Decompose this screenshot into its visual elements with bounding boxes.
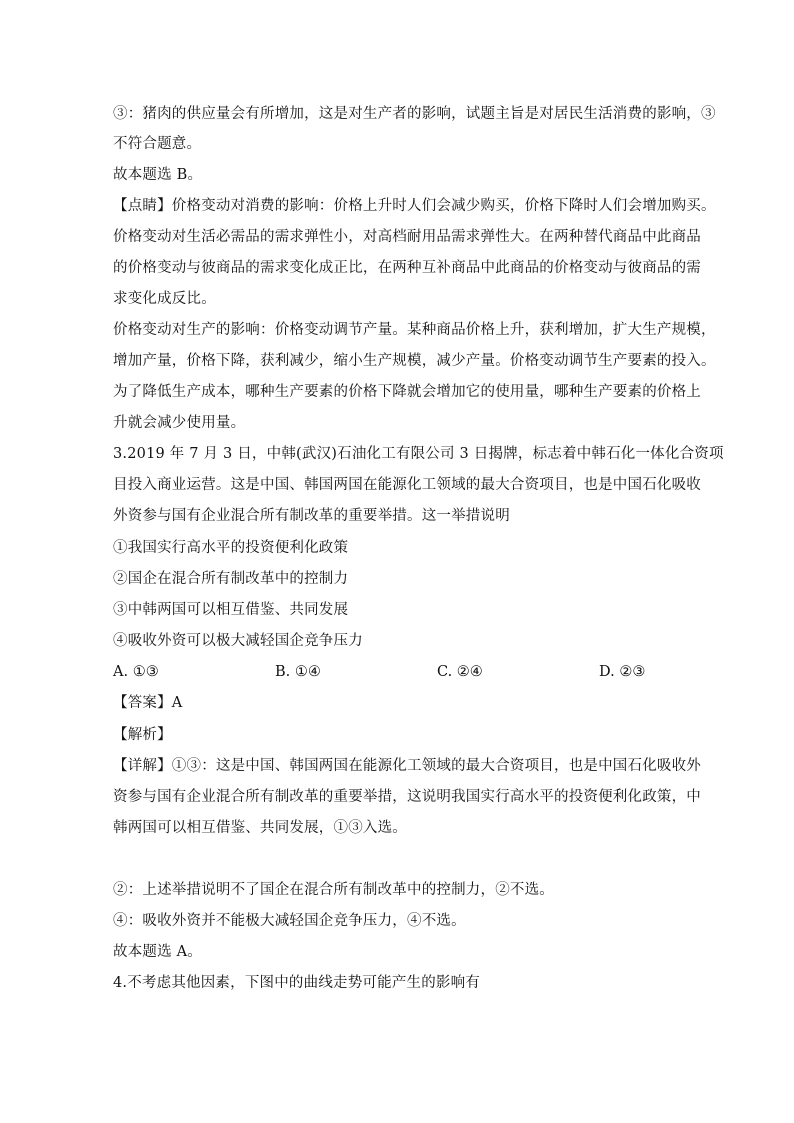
text-line: 韩两国可以相互借鉴、共同发展，①③入选。 bbox=[113, 820, 407, 836]
text-line: 价格变动对生活必需品的需求弹性小，对高档耐用品需求弹性大。在两种替代商品中此商品 bbox=[113, 229, 701, 245]
text-line: ③：猪肉的供应量会有所增加，这是对生产者的影响，试题主旨是对居民生活消费的影响，③ bbox=[113, 106, 716, 122]
option-d: D. ②③ bbox=[599, 664, 646, 680]
option-b: B. ①④ bbox=[275, 664, 321, 680]
text-line: 故本题选 A。 bbox=[113, 944, 202, 960]
detail-line: 【详解】①③：这是中国、韩国两国在能源化工领域的最大合资项目，也是中国石化吸收外 bbox=[113, 758, 701, 774]
text-line: 的价格变动与彼商品的需求变化成正比，在两种互补商品中此商品的价格变动与彼商品的需 bbox=[113, 260, 701, 276]
statement-1: ①我国实行高水平的投资便利化政策 bbox=[113, 540, 349, 556]
text-line: ②：上述举措说明不了国企在混合所有制改革中的控制力，②不选。 bbox=[113, 882, 554, 898]
text-line: 资参与国有企业混合所有制改革的重要举措，这说明我国实行高水平的投资便利化政策，中 bbox=[113, 789, 701, 805]
answer-line: 【答案】A bbox=[113, 695, 183, 711]
text-line: 不符合题意。 bbox=[113, 136, 202, 152]
text-line: 升就会减少使用量。 bbox=[113, 415, 246, 431]
text-line: ④：吸收外资并不能极大减轻国企竞争压力，④不选。 bbox=[113, 913, 466, 929]
text-line: 外资参与国有企业混合所有制改革的重要举措。这一举措说明 bbox=[113, 508, 510, 524]
analysis-heading: 【解析】 bbox=[113, 727, 172, 743]
text-line: 故本题选 B。 bbox=[113, 167, 203, 183]
question-4-stem: 4.不考虑其他因素，下图中的曲线走势可能产生的影响有 bbox=[113, 975, 481, 991]
option-c: C. ②④ bbox=[437, 664, 483, 680]
text-line: 为了降低生产成本，哪种生产要素的价格下降就会增加它的使用量，哪种生产要素的价格上 bbox=[113, 384, 701, 400]
key-point-heading: 【点睛】价格变动对消费的影响：价格上升时人们会减少购买，价格下降时人们会增加购买。 bbox=[113, 198, 716, 214]
text-line: 目投入商业运营。这是中国、韩国两国在能源化工领域的最大合资项目，也是中国石化吸收 bbox=[113, 477, 701, 493]
text-line: 增加产量，价格下降，获利减少，缩小生产规模，减少产量。价格变动调节生产要素的投入。 bbox=[113, 353, 716, 369]
text-line: 价格变动对生产的影响：价格变动调节产量。某种商品价格上升，获利增加，扩大生产规模， bbox=[113, 322, 716, 338]
statement-4: ④吸收外资可以极大减轻国企竞争压力 bbox=[113, 633, 363, 649]
statement-2: ②国企在混合所有制改革中的控制力 bbox=[113, 571, 349, 587]
option-a: A. ①③ bbox=[113, 664, 159, 680]
question-3-stem: 3.2019 年 7 月 3 日，中韩(武汉)石油化工有限公司 3 日揭牌，标志着中韩石化一体化合资项 bbox=[113, 446, 724, 462]
statement-3: ③中韩两国可以相互借鉴、共同发展 bbox=[113, 602, 349, 618]
text-line: 求变化成反比。 bbox=[113, 291, 216, 307]
